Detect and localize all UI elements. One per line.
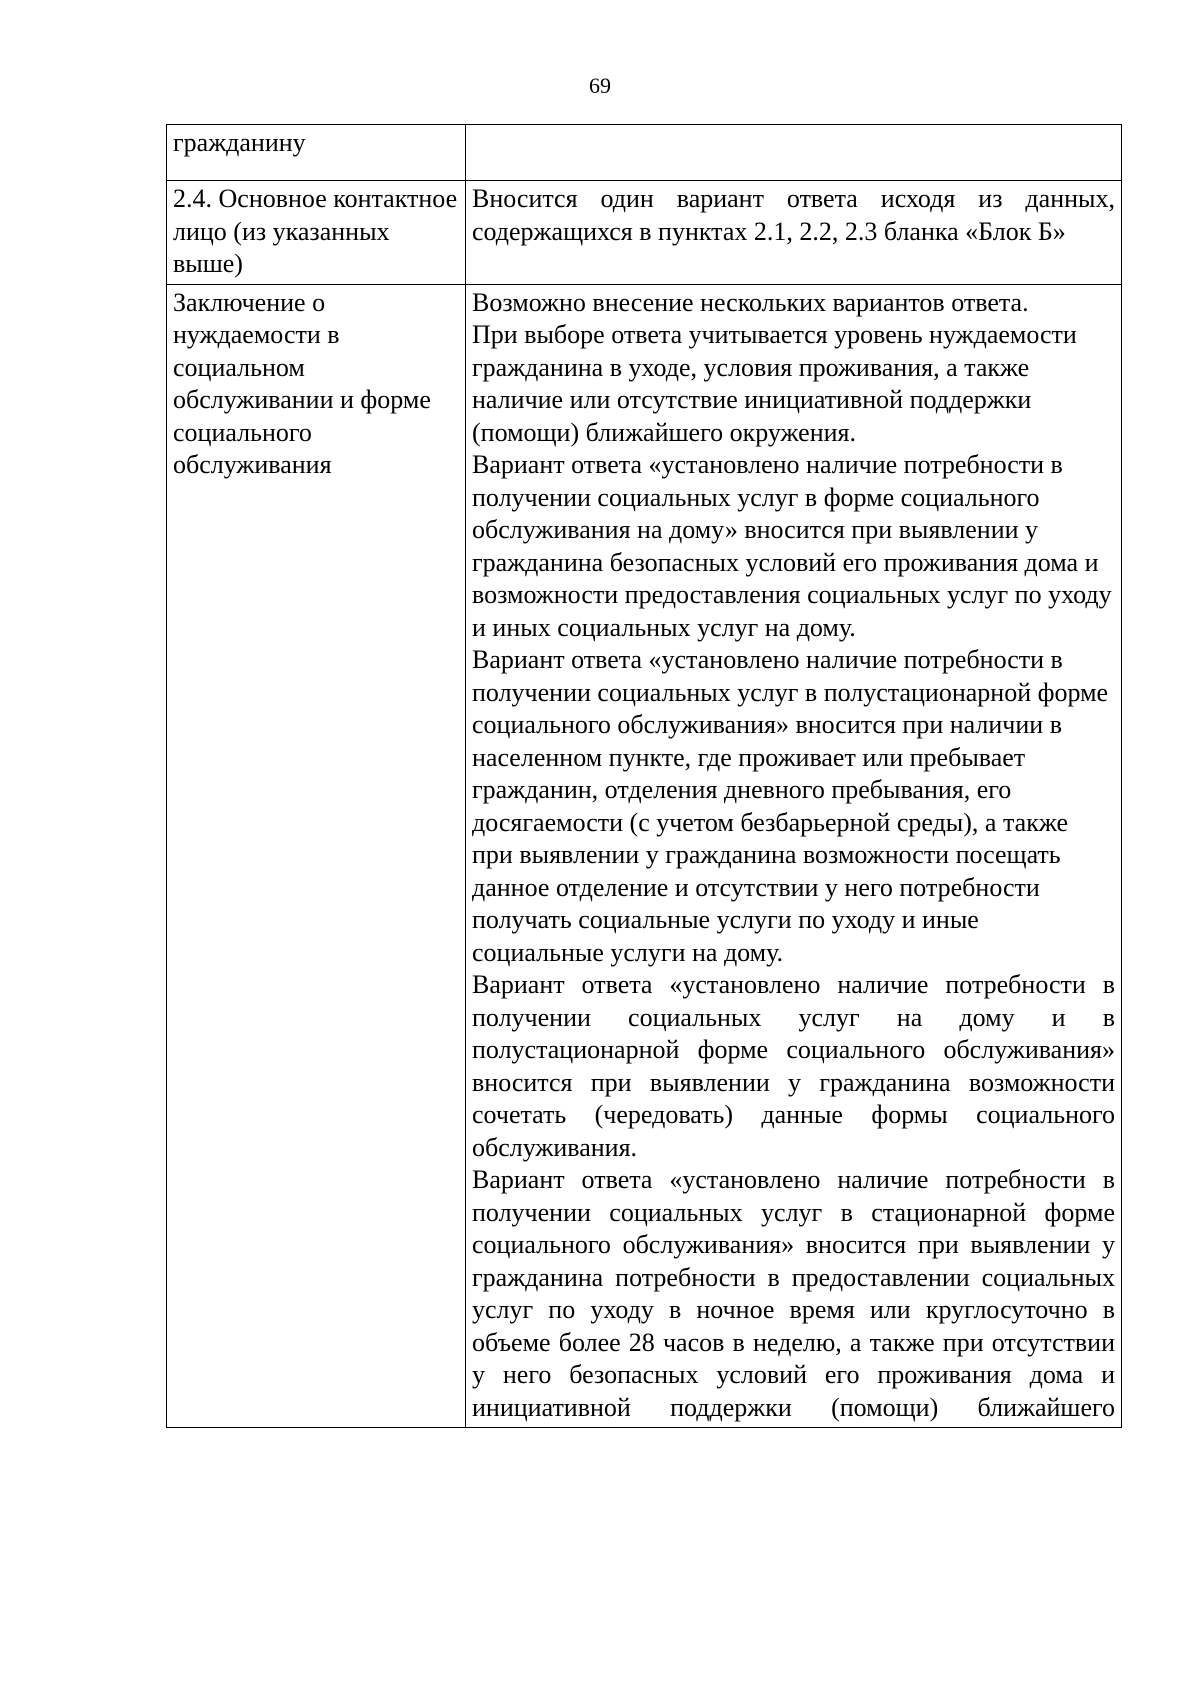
- paragraph: Вариант ответа «установлено наличие потребности в получении социальных услуг на дому и в полустационарной форме социального обслуживания» вносится при выявлении у гражданина возможности сочетать (чередовать) данные формы социального обслуживания.: [472, 970, 1115, 1162]
- row-label-main-contact: 2.4. Основное контактное лицо (из указанных выше): [167, 181, 466, 285]
- row-label-citizen: гражданину: [167, 125, 466, 181]
- row-label-conclusion: Заключение о нуждаемости в социальном обслуживании и форме социального обслуживания: [167, 284, 466, 1428]
- paragraph: Вариант ответа «установлено наличие потребности в получении социальных услуг в полустационарной форме социального обслуживания» вносится при наличии в населенном пункте, где проживает или пребывает гражданин, отделения дневного пребывания, его досягаемости (с учетом безбарьерной среды), а также при выявлении у гражданина возможности посещать данное отделение и отсутствии у него потребности получать социальные услуги по уходу и иные социальные услуги на дому.: [472, 645, 1109, 967]
- row-content-empty: [466, 125, 1122, 181]
- paragraph: Возможно внесение нескольких вариантов ответа.: [472, 287, 1029, 317]
- table-row: [167, 125, 1122, 181]
- paragraph: Вариант ответа «установлено наличие потребности в получении социальных услуг в форме социального обслуживания на дому» вносится при выявлении у гражданина безопасных условий его проживания дома и возможности предоставления социальных услуг по уходу и иных социальных услуг на дому.: [472, 450, 1112, 642]
- table-row: [167, 284, 1122, 1428]
- table-row: [167, 181, 1122, 285]
- page-number: 69: [589, 73, 611, 98]
- row-content-main-contact: [466, 181, 1122, 285]
- paragraph: Вариант ответа «установлено наличие потребности в получении социальных услуг в стационарной форме социального обслуживания» вносится при выявлении у гражданина потребности в предоставлении социальных услуг по уходу в ночное время или круглосуточно в объеме более 28 часов в неделю, а также при отсутствии у него безопасных условий его проживания дома и инициативной поддержки (помощи) ближайшего: [472, 1165, 1115, 1422]
- paragraph: При выборе ответа учитывается уровень нуждаемости гражданина в уходе, условия проживания, а также наличие или отсутствие инициативной поддержки (помощи) ближайшего окружения.: [472, 320, 1077, 447]
- assessment-table: [166, 124, 1122, 1428]
- paragraph: Вносится один вариант ответа исходя из данных, содержащихся в пунктах 2.1, 2.2, 2.3 бланка «Блок Б»: [472, 184, 1115, 246]
- row-content-conclusion: [466, 284, 1122, 1428]
